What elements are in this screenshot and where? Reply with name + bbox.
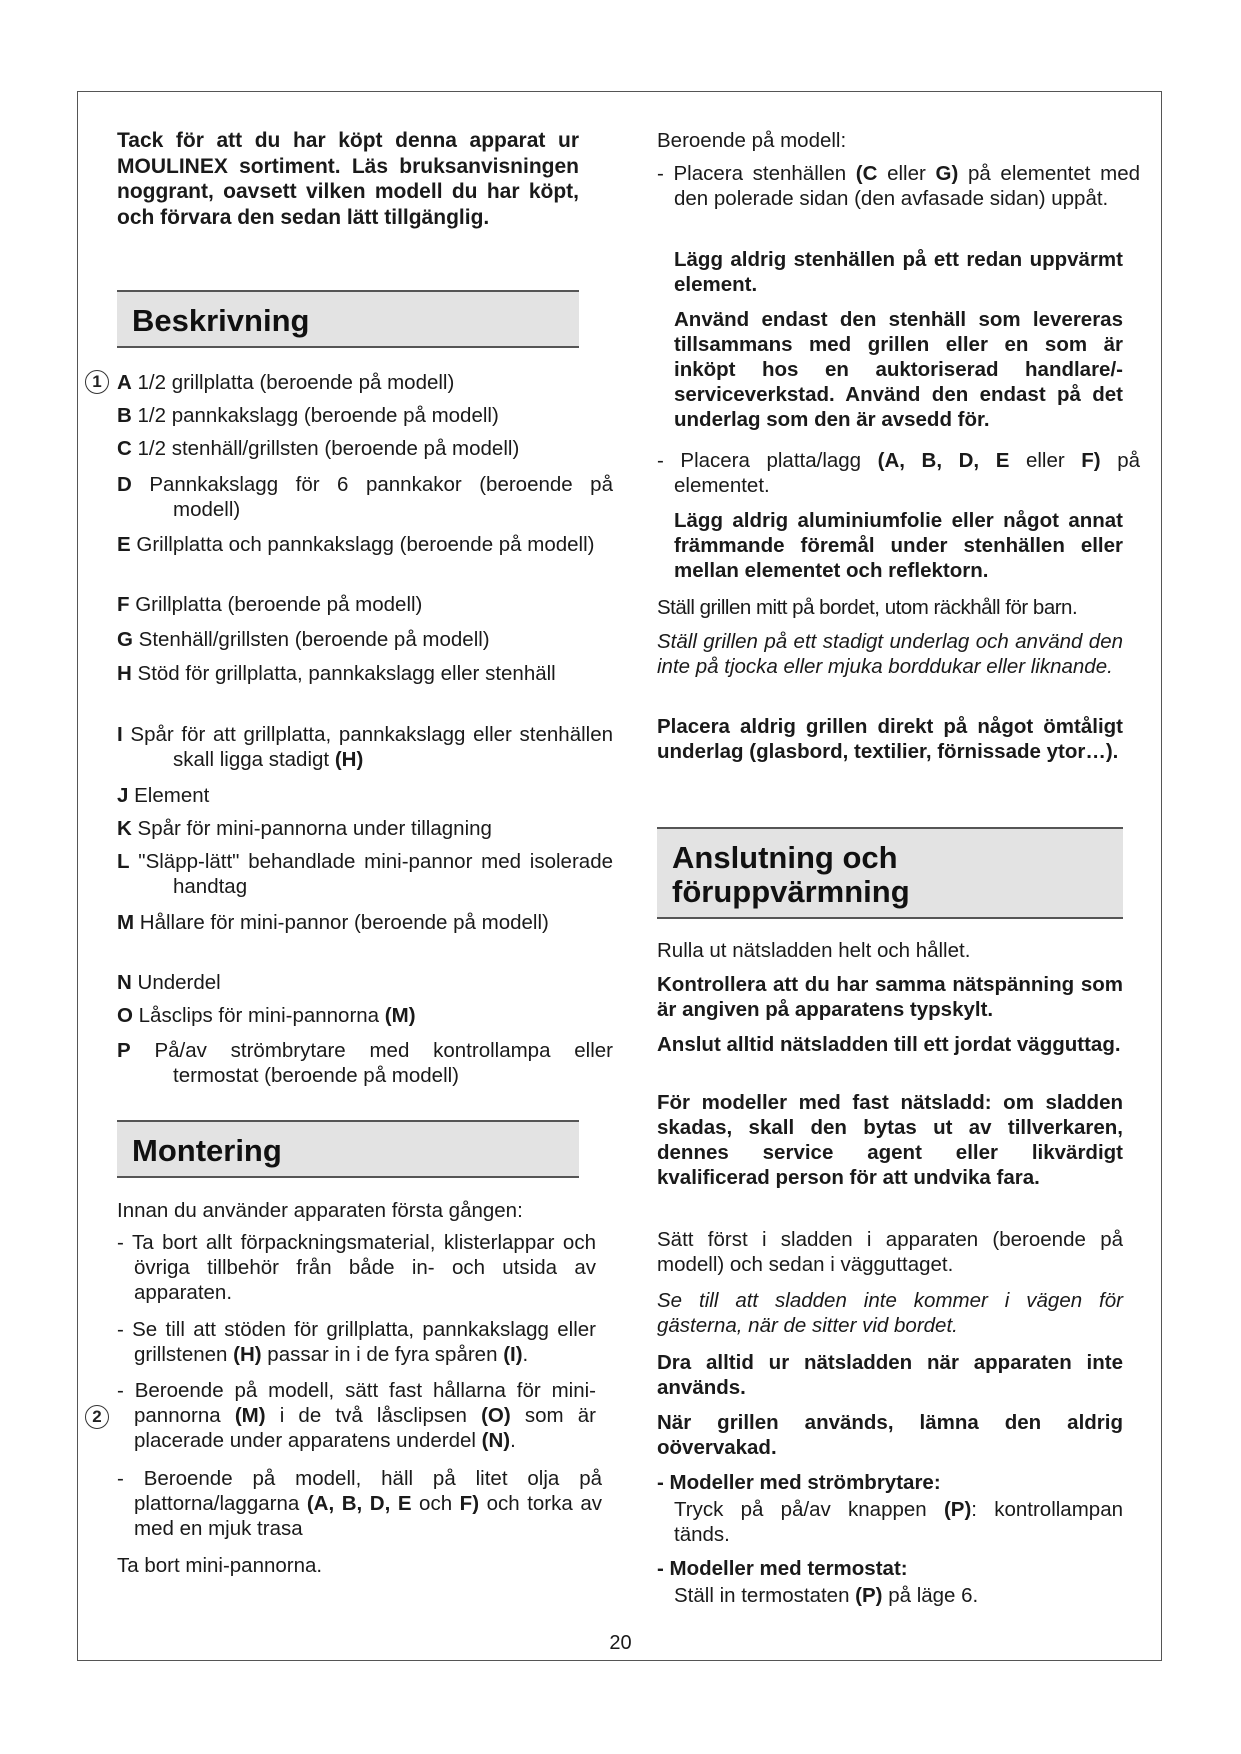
warning-text: När grillen används, lämna den aldrig oövervakad. (657, 1411, 1123, 1459)
list-item: K Spår för mini-pannorna under tillagning (117, 817, 492, 840)
bullet-item: - Beroende på modell, häll på litet olja på plattorna/laggarna (A, B, D, E och F) och torka av med en mjuk trasa (117, 1467, 602, 1540)
paragraph: Innan du använder apparaten första gången: (117, 1199, 523, 1222)
list-item: N Underdel (117, 971, 221, 994)
subheading: - Modeller med strömbrytare: (657, 1471, 941, 1494)
page-number: 20 (609, 1632, 632, 1654)
list-item: O Låsclips för mini-pannorna (M) (117, 1004, 416, 1027)
bullet-item: - Beroende på modell, sätt fast hållarna för mini-pannorna (M) i de två låsclipsen (O) som är placerade under apparatens underdel (N). (117, 1379, 596, 1452)
list-item: J Element (117, 784, 210, 807)
section-header-montering (117, 1120, 579, 1178)
warning-text: Dra alltid ur nätsladden när apparaten inte används. (657, 1351, 1123, 1399)
warning-text: För modeller med fast nätsladd: om sladden skadas, skall den bytas ut av tillverkaren, dennes service agent eller likvärdigt kvalificerad person för att undvika fara. (657, 1091, 1123, 1189)
list-item: E Grillplatta och pannkakslagg (beroende på modell) (117, 533, 595, 556)
list-item: L "Släpp-lätt" behandlade mini-pannor med isolerade handtag (117, 850, 613, 898)
bullet-item: - Ta bort allt förpackningsmaterial, klisterlappar och övriga tillbehör från både in- och utsida av apparaten. (117, 1231, 596, 1304)
list-item: M Hållare för mini-pannor (beroende på modell) (117, 911, 549, 934)
list-item: G Stenhäll/grillsten (beroende på modell) (117, 628, 490, 651)
bullet-item: - Placera platta/lagg (A, B, D, E eller F) på elementet. (657, 449, 1140, 497)
paragraph: Beroende på modell: (657, 129, 847, 152)
warning-text: Placera aldrig grillen direkt på något ömtåligt underlag (glasbord, textilier, förnissade ytor…). (657, 715, 1123, 763)
paragraph: Rulla ut nätsladden helt och hållet. (657, 939, 971, 962)
warning-text: Lägg aldrig stenhällen på ett redan uppvärmt element. (674, 248, 1123, 296)
list-item: P På/av strömbrytare med kontrollampa eller termostat (beroende på modell) (117, 1039, 613, 1087)
figure-marker-2: 2 (85, 1405, 109, 1429)
paragraph: Tryck på på/av knappen (P): kontrollampan tänds. (674, 1498, 1123, 1546)
paragraph: Sätt först i sladden i apparaten (beroende på modell) och sedan i vägguttaget. (657, 1228, 1123, 1276)
list-item: H Stöd för grillplatta, pannkakslagg eller stenhäll (117, 662, 556, 685)
list-item: C 1/2 stenhäll/grillsten (beroende på modell) (117, 437, 520, 460)
list-item: A 1/2 grillplatta (beroende på modell) (117, 371, 455, 394)
warning-text: Kontrollera att du har samma nätspänning som är angiven på apparatens typskylt. (657, 973, 1123, 1021)
warning-text: Anslut alltid nätsladden till ett jordat vägguttag. (657, 1033, 1121, 1056)
subheading: - Modeller med termostat: (657, 1557, 908, 1580)
section-header-beskrivning (117, 290, 579, 348)
warning-text: Lägg aldrig aluminiumfolie eller något annat främmande föremål under stenhällen eller mellan elementet och reflektorn. (674, 509, 1123, 582)
list-item: I Spår för att grillplatta, pannkakslagg eller stenhällen skall ligga stadigt (H) (117, 723, 614, 771)
section-header-anslutning (657, 827, 1123, 919)
warning-text: Använd endast den stenhäll som levereras tillsammans med grillen eller en som är inköpt hos en auktoriserad handlare/-serviceverkstad. Använd den endast på det underlag som den är avsedd för. (674, 308, 1123, 431)
italic-paragraph: Se till att sladden inte kommer i vägen för gästerna, när de sitter vid bordet. (657, 1289, 1123, 1337)
bullet-item: - Se till att stöden för grillplatta, pannkakslagg eller grillstenen (H) passar in i de fyra spåren (I). (117, 1318, 596, 1366)
paragraph: Ställ grillen mitt på bordet, utom räckhåll för barn. (657, 596, 1078, 619)
section-title-line-2: föruppvärmning (672, 874, 910, 909)
section-title-line-1: Anslutning och (672, 840, 898, 875)
figure-marker-1: 1 (85, 370, 109, 394)
paragraph: Ställ in termostaten (P) på läge 6. (674, 1584, 979, 1607)
section-title: Montering (132, 1133, 282, 1168)
list-item: D Pannkakslagg för 6 pannkakor (beroende på modell) (117, 473, 613, 521)
bullet-item: - Placera stenhällen (C eller G) på elementet med den polerade sidan (den avfasade sidan) uppåt. (657, 162, 1140, 210)
paragraph: Ta bort mini-pannorna. (117, 1554, 323, 1577)
italic-paragraph: Ställ grillen på ett stadigt underlag och använd den inte på tjocka eller mjuka borddukar eller liknande. (657, 630, 1123, 678)
list-item: B 1/2 pannkakslagg (beroende på modell) (117, 404, 499, 427)
section-title: Beskrivning (132, 303, 310, 338)
intro-text: Tack för att du har köpt denna apparat ur MOULINEX sortiment. Läs bruksanvisningen noggrant, oavsett vilken modell du har köpt, och förvara den sedan lätt tillgänglig. (117, 129, 579, 229)
list-item: F Grillplatta (beroende på modell) (117, 593, 423, 616)
